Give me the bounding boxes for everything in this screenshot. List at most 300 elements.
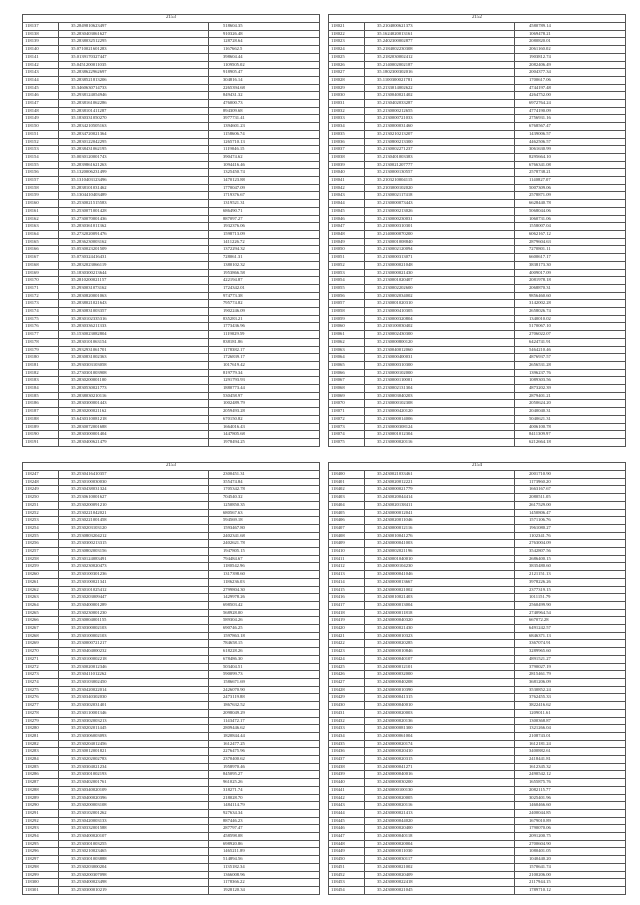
value-cell: 1961080.27 (515, 524, 626, 532)
coordinate-cell: 35.2130000213026 (365, 207, 515, 215)
coordinate-cell: 35.6430310081218 (59, 415, 209, 423)
value-cell: 1167662.5 (209, 46, 320, 54)
value-cell: 927634.34 (209, 809, 320, 817)
coordinate-cell: 35.2140000070200 (365, 230, 515, 238)
value-cell: 2756931.16 (515, 115, 626, 123)
data-table (22, 462, 320, 895)
row-id-cell: 118021 (329, 23, 365, 31)
table-row (23, 524, 320, 532)
table-title: 2154 (329, 463, 626, 471)
coordinate-cell: 35.2430000021413 (365, 809, 515, 817)
row-id-cell: 118266 (23, 617, 59, 625)
coordinate-cell: 35.2530803204212 (59, 532, 209, 540)
value-cell: 1958970.46 (209, 763, 320, 771)
row-id-cell: 118169 (23, 269, 59, 277)
table-row (23, 478, 320, 486)
row-id-cell: 118039 (329, 161, 365, 169)
value-cell: 784658.15 (209, 640, 320, 648)
value-cell: 1394601.23 (209, 123, 320, 131)
table-row (329, 471, 626, 479)
table-row (329, 802, 626, 810)
value-cell: 2656531.28 (515, 361, 626, 369)
table-row (23, 833, 320, 841)
coordinate-cell: 35.2130000020116 (365, 438, 515, 446)
row-id-cell: 118412 (329, 563, 365, 571)
coordinate-cell: 35.2430000030117 (365, 856, 515, 864)
coordinate-cell: 35.2530404000232 (59, 648, 209, 656)
row-id-cell: 118030 (329, 92, 365, 100)
row-id-cell: 118453 (329, 879, 365, 887)
value-cell: 1372294.32 (209, 246, 320, 254)
row-id-cell: 118164 (23, 230, 59, 238)
row-id-cell: 118277 (23, 702, 59, 710)
table-title: 2152 (329, 15, 626, 23)
value-cell: 1080401.05 (515, 848, 626, 856)
table-row (23, 177, 320, 185)
table-row (329, 548, 626, 556)
value-cell: 3790027.19 (515, 663, 626, 671)
table-row (23, 385, 320, 393)
table-row (329, 30, 626, 38)
coordinate-cell: 35.0451200011035 (59, 61, 209, 69)
coordinate-cell: 35.2430000104230 (365, 563, 515, 571)
row-id-cell: 118282 (23, 740, 59, 748)
table-row (23, 92, 320, 100)
coordinate-cell: 35.2838101031462 (59, 184, 209, 192)
value-cell: 128728.64 (209, 38, 320, 46)
coordinate-cell: 35.2530420003133 (59, 817, 209, 825)
coordinate-cell: 35.2103210004115 (365, 177, 515, 185)
row-id-cell: 118413 (329, 571, 365, 579)
table-row (23, 486, 320, 494)
coordinate-cell: 35.2530200003108 (59, 802, 209, 810)
table-row (23, 794, 320, 802)
row-id-cell: 118426 (329, 671, 365, 679)
value-cell: 1411226.72 (209, 238, 320, 246)
table-row (329, 284, 626, 292)
table-row (23, 346, 320, 354)
table-row (23, 200, 320, 208)
row-id-cell: 118043 (329, 192, 365, 200)
row-id-cell: 118403 (329, 494, 365, 502)
table-row (329, 817, 626, 825)
coordinate-cell: 35.2838101411287 (59, 107, 209, 115)
value-cell: 5170067.10 (515, 323, 626, 331)
table-row (23, 555, 320, 563)
table-row (329, 107, 626, 115)
coordinate-cell: 35.2130000014006 (365, 415, 515, 423)
coordinate-cell: 35.2130000310300 (365, 361, 515, 369)
row-id-cell: 118147 (23, 100, 59, 108)
row-id-cell: 118161 (23, 207, 59, 215)
table-row (23, 655, 320, 663)
value-cell: 1820844.44 (209, 732, 320, 740)
table-row (329, 392, 626, 400)
table-row (23, 238, 320, 246)
table-row (23, 648, 320, 656)
row-id-cell: 118138 (23, 30, 59, 38)
coordinate-cell: 35.2402300002877 (365, 38, 515, 46)
table-row (23, 809, 320, 817)
coordinate-cell: 35.2732020091476 (59, 230, 209, 238)
table-row (329, 215, 626, 223)
coordinate-cell: 35.2530101025412 (59, 586, 209, 594)
table-row (23, 540, 320, 548)
value-cell: 4873202.39 (515, 385, 626, 393)
coordinate-cell: 35.2430000040010 (365, 702, 515, 710)
table-title: 2153 (23, 463, 320, 471)
table-row (23, 38, 320, 46)
value-cell: 589304.26 (209, 617, 320, 625)
row-id-cell: 118031 (329, 100, 365, 108)
row-id-cell: 118299 (23, 871, 59, 879)
value-cell: 2059493.28 (209, 408, 320, 416)
row-id-cell: 118050 (329, 246, 365, 254)
row-id-cell: 118042 (329, 184, 365, 192)
row-id-cell: 118285 (23, 763, 59, 771)
row-id-cell: 118414 (329, 578, 365, 586)
row-id-cell: 118175 (23, 315, 59, 323)
table-row (23, 354, 320, 362)
row-id-cell: 118033 (329, 115, 365, 123)
table-row (329, 756, 626, 764)
table-row (329, 385, 626, 393)
row-id-cell: 118047 (329, 223, 365, 231)
row-id-cell: 118298 (23, 863, 59, 871)
row-id-cell: 118432 (329, 717, 365, 725)
table-row (329, 69, 626, 77)
coordinate-cell: 35.2130001020407 (365, 277, 515, 285)
coordinate-cell: 35.0139170327447 (59, 53, 209, 61)
row-id-cell: 118445 (329, 817, 365, 825)
value-cell: 1719376.67 (209, 192, 320, 200)
row-id-cell: 118025 (329, 53, 365, 61)
row-id-cell: 118454 (329, 886, 365, 894)
row-id-cell: 118055 (329, 284, 365, 292)
coordinate-cell: 35.2430000010846 (365, 648, 515, 656)
coordinate-cell: 35.2830101063154 (59, 338, 209, 346)
row-id-cell: 118163 (23, 223, 59, 231)
row-id-cell: 118035 (329, 130, 365, 138)
row-id-cell: 118026 (329, 61, 365, 69)
table-row (23, 640, 320, 648)
row-id-cell: 118160 (23, 200, 59, 208)
coordinate-cell: 35.2530020012346 (59, 663, 209, 671)
coordinate-cell: 35.2430000030200 (365, 779, 515, 787)
value-cell: 514894.56 (209, 856, 320, 864)
table-row (329, 261, 626, 269)
coordinate-cell: 35.2530301002193 (59, 771, 209, 779)
row-id-cell: 118180 (23, 354, 59, 362)
value-cell: 1291793.93 (209, 377, 320, 385)
row-id-cell: 118273 (23, 671, 59, 679)
coordinate-cell: 35.2530004001155 (59, 617, 209, 625)
value-cell: 1135182.34 (209, 863, 320, 871)
coordinate-cell: 35.2430000021002 (365, 863, 515, 871)
coordinate-cell: 35.2430000012041 (365, 509, 515, 517)
row-id-cell: 118252 (23, 509, 59, 517)
row-id-cell: 118174 (23, 308, 59, 316)
value-cell: 6768567.47 (515, 123, 626, 131)
table-row (329, 238, 626, 246)
table-row (329, 92, 626, 100)
coordinate-cell: 35.2130000073443 (365, 200, 515, 208)
row-id-cell: 118292 (23, 817, 59, 825)
row-id-cell: 118410 (329, 548, 365, 556)
coordinate-cell: 35.2830820001063 (59, 292, 209, 300)
table-row (23, 331, 320, 339)
table-row (329, 586, 626, 594)
table-row (329, 423, 626, 431)
table-row (23, 694, 320, 702)
value-cell: 2068870.31 (515, 284, 626, 292)
coordinate-cell: 35.2730070001436 (59, 215, 209, 223)
row-id-cell: 118256 (23, 540, 59, 548)
table-row (23, 254, 320, 262)
table-row (23, 30, 320, 38)
table-row (329, 517, 626, 525)
row-id-cell: 118150 (23, 123, 59, 131)
value-cell: 4006100.78 (515, 423, 626, 431)
table-row (329, 177, 626, 185)
value-cell: 1655875.76 (515, 779, 626, 787)
coordinate-cell: 35.1802300302016 (365, 69, 515, 77)
row-id-cell: 118279 (23, 717, 59, 725)
value-cell: 2879401.21 (515, 392, 626, 400)
value-cell: 1880773.44 (209, 385, 320, 393)
row-id-cell: 118253 (23, 517, 59, 525)
coordinate-cell: 35.1530023082804 (59, 331, 209, 339)
row-id-cell: 118415 (329, 586, 365, 594)
data-table (22, 14, 320, 447)
row-id-cell: 118165 (23, 238, 59, 246)
coordinate-cell: 35.2430000020410 (365, 748, 515, 756)
row-id-cell: 118259 (23, 563, 59, 571)
value-cell: 794484.67 (209, 555, 320, 563)
value-cell: 2809446.62 (209, 725, 320, 733)
row-id-cell: 118439 (329, 771, 365, 779)
value-cell: 2082406.49 (515, 61, 626, 69)
coordinate-cell: 35.2430000011818 (365, 609, 515, 617)
value-cell: 2763004.09 (515, 540, 626, 548)
value-cell: 1158606.74 (209, 130, 320, 138)
table-row (329, 709, 626, 717)
coordinate-cell: 35.2530332001588 (59, 825, 209, 833)
value-cell: 2426070.90 (209, 686, 320, 694)
row-id-cell: 118060 (329, 323, 365, 331)
table-row (23, 825, 320, 833)
row-id-cell: 118297 (23, 856, 59, 864)
value-cell: 961025.26 (209, 779, 320, 787)
value-cell: 1450806.47 (515, 509, 626, 517)
table-row (23, 586, 320, 594)
value-cell: 568928.00 (209, 609, 320, 617)
table-row (23, 678, 320, 686)
value-cell: 1470123.88 (209, 177, 320, 185)
value-cell: 1143472.17 (209, 717, 320, 725)
coordinate-cell: 35.2836230003162 (59, 238, 209, 246)
value-cell: 887446.23 (209, 817, 320, 825)
value-cell: 6491242.57 (515, 625, 626, 633)
value-cell: 518604.35 (209, 23, 320, 31)
coordinate-cell: 35.2830102335316 (59, 315, 209, 323)
row-id-cell: 118424 (329, 655, 365, 663)
row-id-cell: 118293 (23, 825, 59, 833)
coordinate-cell: 35.2430000020003 (365, 709, 515, 717)
value-cell: 1978494.25 (209, 438, 320, 446)
row-id-cell: 118441 (329, 786, 365, 794)
table-row (329, 408, 626, 416)
row-id-cell: 118442 (329, 794, 365, 802)
coordinate-cell: 35.2830200021162 (59, 408, 209, 416)
coordinate-cell: 35.2849810623497 (59, 23, 209, 31)
table-row (329, 617, 626, 625)
value-cell: 5464210.46 (515, 346, 626, 354)
row-id-cell: 118434 (329, 732, 365, 740)
row-id-cell: 118168 (23, 261, 59, 269)
table-row (23, 323, 320, 331)
value-cell: 6628440.78 (515, 200, 626, 208)
row-id-cell: 118281 (23, 732, 59, 740)
row-id-cell: 118443 (329, 802, 365, 810)
table-row (329, 494, 626, 502)
row-id-cell: 118062 (329, 338, 365, 346)
table-row (329, 169, 626, 177)
value-cell: 8295664.10 (515, 153, 626, 161)
row-id-cell: 118141 (23, 53, 59, 61)
value-cell: 4580789.14 (515, 23, 626, 31)
table-row (329, 640, 626, 648)
value-cell: 2578738.21 (515, 169, 626, 177)
coordinate-cell: 35.2130000400031 (365, 354, 515, 362)
value-cell: 1060731.06 (515, 215, 626, 223)
value-cell: 1366008.96 (209, 871, 320, 879)
row-id-cell: 118275 (23, 686, 59, 694)
coordinate-cell: 35.2430000020400 (365, 825, 515, 833)
table-row (329, 438, 626, 446)
value-cell: 2418441.81 (515, 756, 626, 764)
coordinate-cell: 35.1830300213644 (59, 269, 209, 277)
value-cell: 3838173.30 (515, 261, 626, 269)
row-id-cell: 118186 (23, 400, 59, 408)
row-id-cell: 118159 (23, 192, 59, 200)
coordinate-cell: 35.2430000044020 (365, 817, 515, 825)
row-id-cell: 118185 (23, 392, 59, 400)
table-row (23, 277, 320, 285)
coordinate-cell: 35.2430020044414 (365, 494, 515, 502)
coordinate-cell: 35.2530402001761 (59, 779, 209, 787)
table-row (329, 300, 626, 308)
coordinate-cell: 35.2938124054946 (59, 92, 209, 100)
coordinate-cell: 35.2530301003255 (59, 840, 209, 848)
table-row (329, 61, 626, 69)
table-row (23, 879, 320, 887)
row-id-cell: 118024 (329, 46, 365, 54)
table-row (329, 153, 626, 161)
value-cell: 680567.63 (209, 509, 320, 517)
coordinate-cell: 35.1830331050270 (59, 115, 209, 123)
value-cell: 1094416.46 (209, 161, 320, 169)
table-row (329, 578, 626, 586)
value-cell: 1484114.79 (209, 802, 320, 810)
row-id-cell: 118287 (23, 779, 59, 787)
coordinate-cell: 35.2130001012304 (365, 431, 515, 439)
table-row (329, 269, 626, 277)
coordinate-cell: 35.2130000021048 (365, 261, 515, 269)
row-id-cell: 118429 (329, 694, 365, 702)
table-row (329, 338, 626, 346)
row-id-cell: 118255 (23, 532, 59, 540)
value-cell: 4462506.57 (515, 138, 626, 146)
table-row (23, 517, 320, 525)
row-id-cell: 118179 (23, 346, 59, 354)
value-cell: 3542807.56 (515, 548, 626, 556)
value-cell: 1017619.42 (209, 361, 320, 369)
coordinate-cell: 35.2130210213207 (365, 130, 515, 138)
table-row (329, 886, 626, 894)
value-cell: 2050624.20 (515, 400, 626, 408)
table-row (23, 138, 320, 146)
value-cell: 3978226.26 (515, 578, 626, 586)
coordinate-cell: 35.2530230020473 (59, 563, 209, 571)
row-id-cell: 118188 (23, 415, 59, 423)
table-row (329, 207, 626, 215)
value-cell: 1465211.89 (209, 848, 320, 856)
table-row (23, 578, 320, 586)
row-id-cell: 118420 (329, 625, 365, 633)
row-id-cell: 118417 (329, 601, 365, 609)
row-id-cell: 118027 (329, 69, 365, 77)
coordinate-cell: 35.2130002120094 (365, 246, 515, 254)
table-row (23, 46, 320, 54)
table-row (23, 123, 320, 131)
table-row (23, 415, 320, 423)
value-cell: 1789710.12 (515, 886, 626, 894)
value-cell: 2061160.02 (515, 46, 626, 54)
coordinate-cell: 35.2839861621263 (59, 161, 209, 169)
row-id-cell: 118074 (329, 431, 365, 439)
coordinate-cell: 35.2130401003383 (365, 153, 515, 161)
table-row (23, 408, 320, 416)
value-cell: 1700617.06 (515, 76, 626, 84)
coordinate-cell: 35.1320006231499 (59, 169, 209, 177)
table-row (23, 671, 320, 679)
coordinate-cell: 35.2130000102308 (365, 400, 515, 408)
row-id-cell: 118300 (23, 879, 59, 887)
value-cell: 1903812.74 (515, 53, 626, 61)
table-row (23, 161, 320, 169)
table-row (23, 609, 320, 617)
table-row (23, 725, 320, 733)
value-cell: 2706022.07 (515, 331, 626, 339)
table-row (329, 848, 626, 856)
coordinate-cell: 35.2430000032000 (365, 671, 515, 679)
value-cell: 2082115.77 (515, 786, 626, 794)
table-row (23, 230, 320, 238)
coordinate-cell: 35.2130000313071 (365, 254, 515, 262)
table-row (23, 261, 320, 269)
table-row (23, 130, 320, 138)
table-row (23, 169, 320, 177)
row-id-cell: 118444 (329, 809, 365, 817)
row-id-cell: 118401 (329, 478, 365, 486)
value-cell: 1173960.20 (515, 478, 626, 486)
coordinate-cell: 35.2430010041276 (365, 532, 515, 540)
table-row (329, 632, 626, 640)
coordinate-cell: 35.2530340020109 (59, 786, 209, 794)
row-id-cell: 118034 (329, 123, 365, 131)
coordinate-cell: 35.2838521813206 (59, 76, 209, 84)
